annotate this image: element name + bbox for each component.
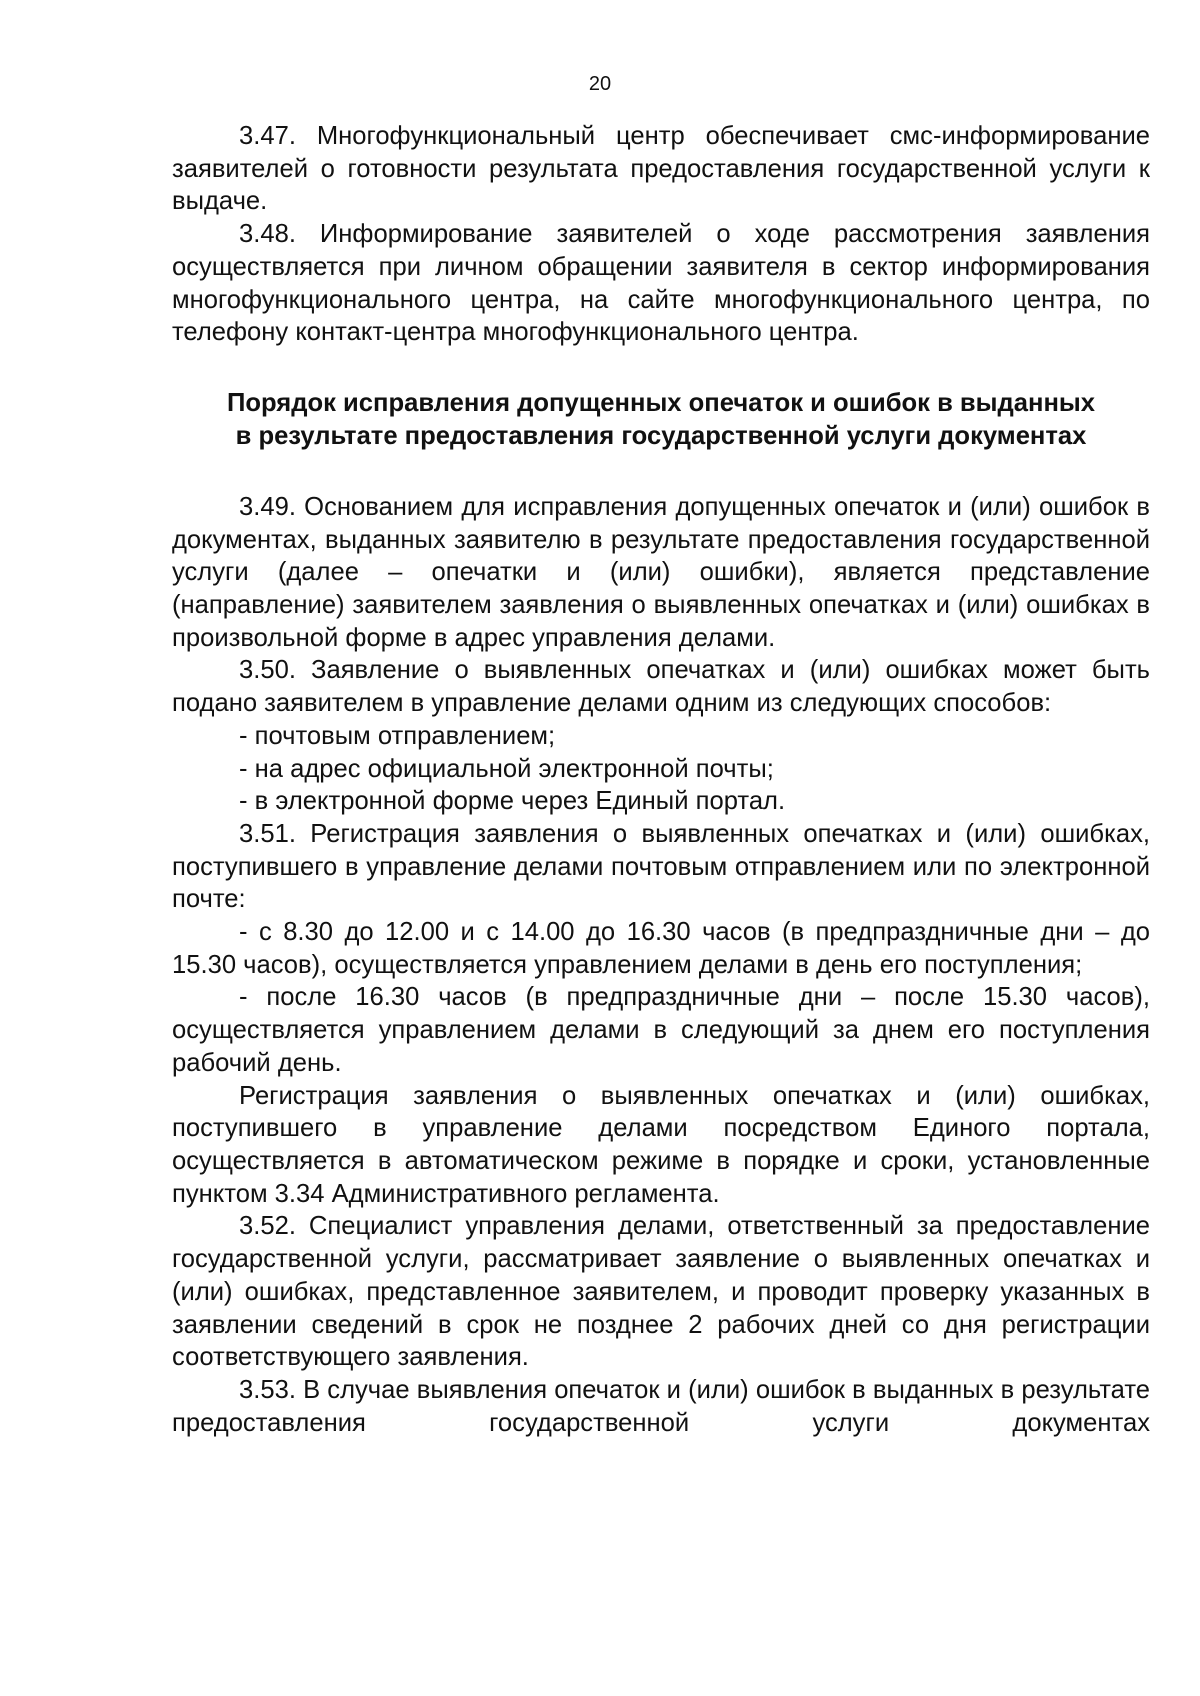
list-item-same-day: - с 8.30 до 12.00 и с 14.00 до 16.30 часов (в предпраздничные дни – до 15.30 часов), осуществляется управлением делами в день его поступления; bbox=[172, 918, 1150, 979]
section-heading-line-2: в результате предоставления государственной услуги документах bbox=[235, 421, 1087, 450]
list-item-postal: - почтовым отправлением; bbox=[239, 721, 556, 750]
section-heading bbox=[172, 387, 1150, 453]
paragraph-3-48: 3.48. Информирование заявителей о ходе рассмотрения заявления осуществляется при личном обращении заявителя в сектор информирования многофункционального центра, на сайте многофункционального центра, по телефону контакт-центра многофункционального центра. bbox=[172, 220, 1150, 347]
paragraph-3-52: 3.52. Специалист управления делами, ответственный за предоставление государственной услуги, рассматривает заявление о выявленных опечатках и (или) ошибках, представленное заявителем, и проводит проверку указанных в заявлении сведений в срок не позднее 2 рабочих дней со дня регистрации соответствующего заявления. bbox=[172, 1212, 1150, 1372]
section-heading-line-1: Порядок исправления допущенных опечаток и ошибок в выданных bbox=[226, 388, 1096, 417]
document-body bbox=[172, 120, 1150, 1439]
list-item-portal: - в электронной форме через Единый портал. bbox=[239, 787, 786, 816]
paragraph-3-47: 3.47. Многофункциональный центр обеспечивает смс-информирование заявителей о готовности результата предоставления государственной услуги к выдаче. bbox=[172, 122, 1150, 216]
paragraph-3-49: 3.49. Основанием для исправления допущенных опечаток и (или) ошибок в документах, выданных заявителю в результате предоставления государственной услуги (далее – опечатки и (или) ошибки), является представление (направление) заявителем заявления о выявленных опечатках и (или) ошибках в произвольной форме в адрес управления делами. bbox=[172, 492, 1150, 652]
list-item-email: - на адрес официальной электронной почты; bbox=[239, 754, 774, 783]
paragraph-3-53: 3.53. В случае выявления опечаток и (или) ошибок в выданных в результате предоставления государственной услуги документах bbox=[172, 1375, 1150, 1437]
paragraph-portal-registration: Регистрация заявления о выявленных опечатках и (или) ошибках, поступившего в управление делами посредством Единого портала, осуществляется в автоматическом режиме в порядке и сроки, установленные пунктом 3.34 Административного регламента. bbox=[172, 1081, 1150, 1208]
list-item-next-day: - после 16.30 часов (в предпраздничные дни – после 15.30 часов), осуществляется управлением делами в следующий за днем его поступления рабочий день. bbox=[172, 983, 1150, 1077]
paragraph-3-50: 3.50. Заявление о выявленных опечатках и (или) ошибках может быть подано заявителем в управление делами одним из следующих способов: bbox=[172, 656, 1150, 718]
page-number: 20 bbox=[588, 73, 612, 95]
paragraph-3-51: 3.51. Регистрация заявления о выявленных опечатках и (или) ошибках, поступившего в управление делами почтовым отправлением или по электронной почте: bbox=[172, 819, 1150, 914]
